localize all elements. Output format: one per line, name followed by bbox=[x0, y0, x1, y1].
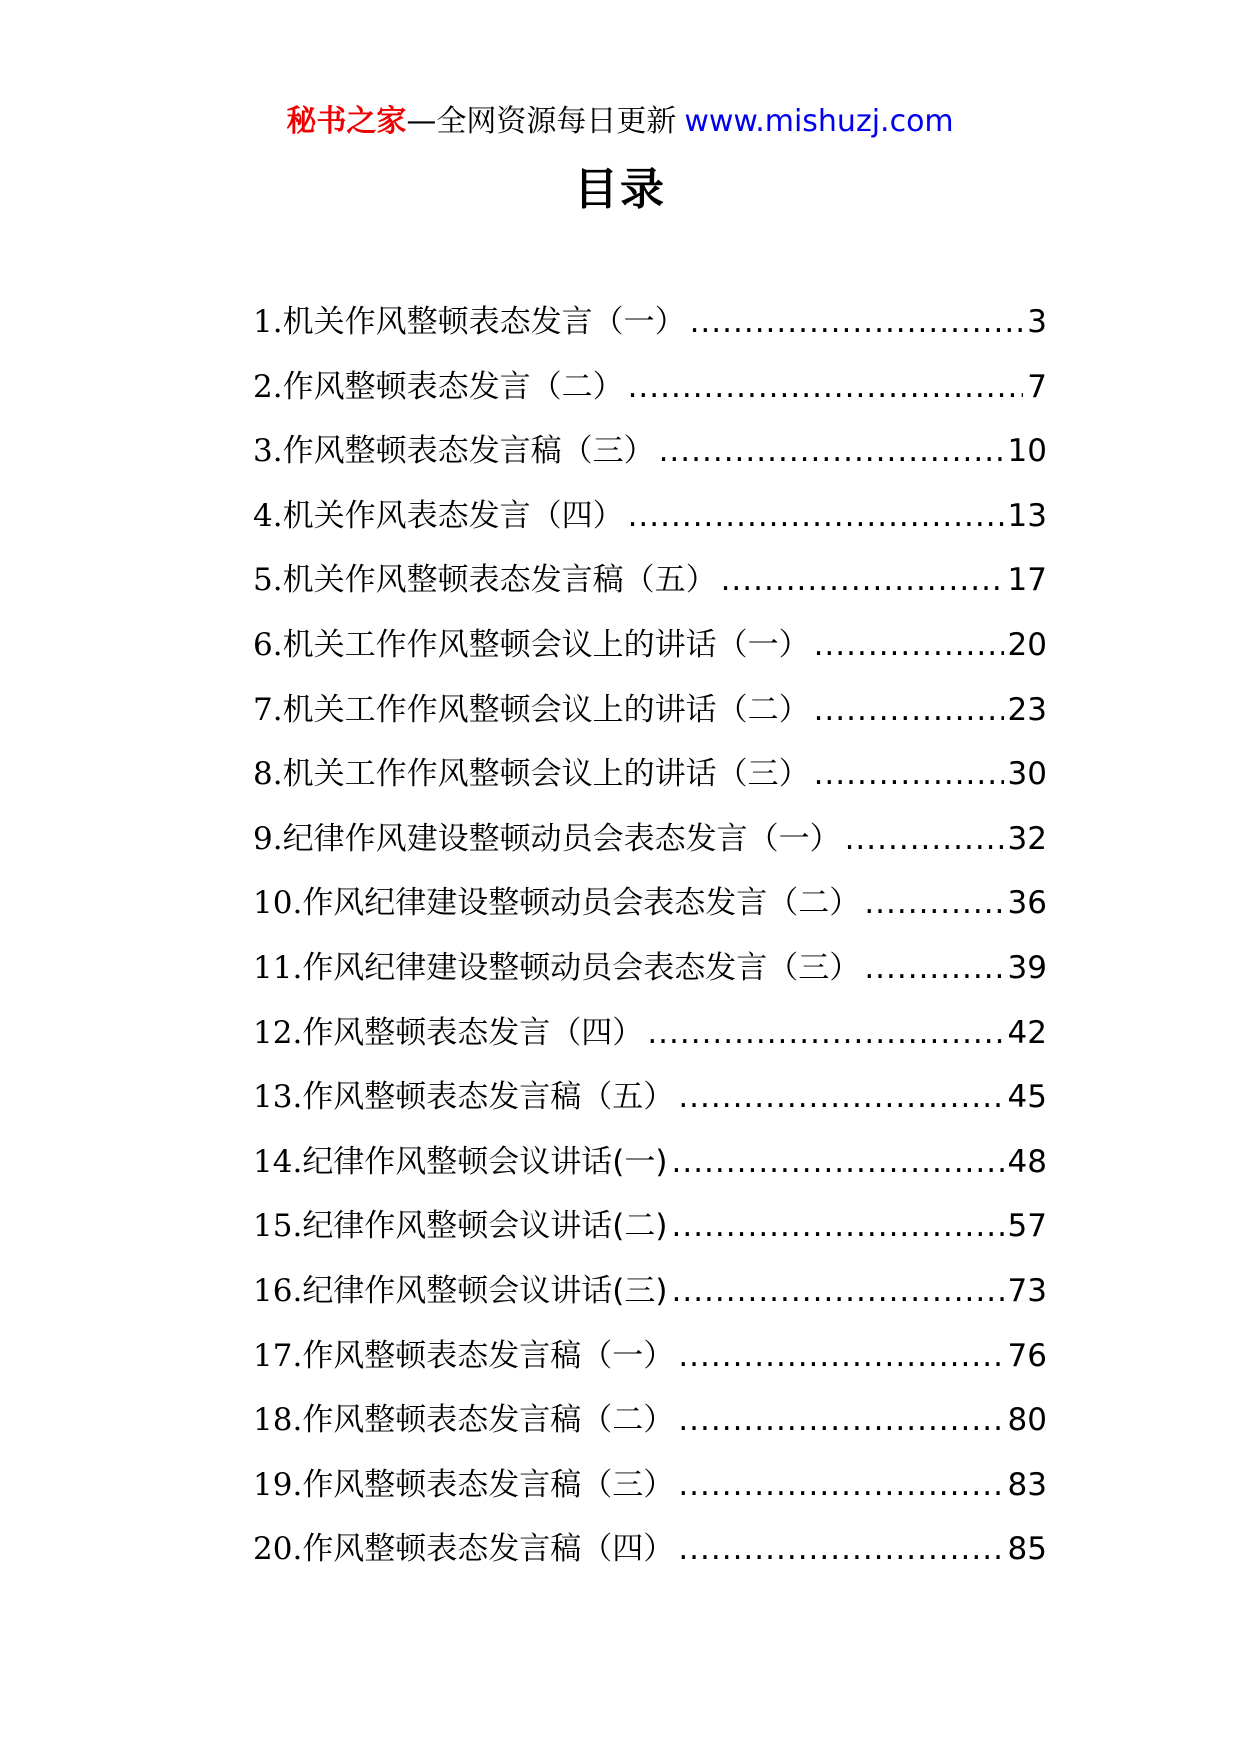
dot-leader bbox=[678, 1324, 1003, 1389]
toc-entry-number: 5. bbox=[253, 562, 283, 599]
toc-entry-number: 7. bbox=[253, 691, 283, 728]
toc-entry[interactable] bbox=[253, 1324, 1047, 1389]
dot-leader bbox=[672, 1130, 1004, 1195]
toc-entry-page: 57 bbox=[1007, 1208, 1047, 1245]
toc-entry-page: 30 bbox=[1007, 756, 1047, 793]
toc-entry-page: 80 bbox=[1007, 1402, 1047, 1439]
toc-entry-title: 纪律作风整顿会议讲话(三) bbox=[302, 1272, 668, 1309]
toc-entry-page: 85 bbox=[1007, 1531, 1047, 1568]
toc-entry-number: 1. bbox=[253, 304, 283, 340]
toc-entry-title: 机关作风整顿表态发言（一） bbox=[282, 304, 686, 340]
toc-entry-page: 45 bbox=[1007, 1079, 1047, 1116]
toc-entry-title: 作风整顿表态发言（四） bbox=[302, 1014, 644, 1051]
toc-entry-number: 13. bbox=[253, 1079, 303, 1116]
toc-entry-title: 机关作风整顿表态发言稿（五） bbox=[282, 562, 717, 599]
toc-entry-number: 15. bbox=[253, 1208, 303, 1245]
toc-entry-page: 20 bbox=[1007, 626, 1047, 663]
toc-entry-title: 机关工作作风整顿会议上的讲话（三） bbox=[282, 756, 810, 793]
toc-entry[interactable] bbox=[253, 807, 1047, 872]
toc-entry[interactable] bbox=[253, 484, 1047, 549]
dot-leader bbox=[814, 742, 1004, 807]
dot-leader bbox=[678, 1453, 1003, 1518]
toc-entry-title: 纪律作风整顿会议讲话(一) bbox=[302, 1143, 668, 1180]
toc-entry-page: 7 bbox=[1027, 368, 1047, 405]
toc-entry-title: 作风纪律建设整顿动员会表态发言（二） bbox=[302, 885, 861, 922]
dot-leader bbox=[864, 936, 1003, 1001]
toc-entry-title: 作风纪律建设整顿动员会表态发言（三） bbox=[302, 949, 861, 986]
dot-leader bbox=[845, 807, 1004, 872]
toc-entry-title: 纪律作风建设整顿动员会表态发言（一） bbox=[282, 820, 841, 857]
toc-entry-number: 2. bbox=[253, 368, 283, 405]
page-title: 目录 bbox=[574, 164, 666, 215]
toc-entry[interactable] bbox=[253, 936, 1047, 1001]
dot-leader bbox=[678, 1388, 1003, 1453]
toc-entry[interactable] bbox=[253, 871, 1047, 936]
dot-leader bbox=[814, 678, 1004, 743]
toc-entry-number: 20. bbox=[253, 1531, 303, 1568]
dot-leader bbox=[678, 1517, 1003, 1582]
dot-leader bbox=[647, 1001, 1003, 1066]
dot-leader bbox=[672, 1259, 1004, 1324]
toc-entry[interactable] bbox=[253, 1517, 1047, 1582]
dot-leader bbox=[672, 1194, 1004, 1259]
toc-entry-number: 3. bbox=[253, 433, 283, 470]
toc-entry-page: 73 bbox=[1007, 1272, 1047, 1309]
dot-leader bbox=[721, 548, 1004, 613]
toc-entry-title: 作风整顿表态发言稿（二） bbox=[302, 1402, 675, 1439]
toc-entry-number: 4. bbox=[253, 497, 283, 534]
toc-entry-number: 11. bbox=[253, 949, 303, 986]
toc-entry-number: 10. bbox=[253, 885, 303, 922]
toc-entry[interactable] bbox=[253, 548, 1047, 613]
dot-leader bbox=[814, 613, 1004, 678]
dot-leader bbox=[628, 355, 1024, 420]
site-link[interactable]: www.mishuzj.com bbox=[684, 104, 954, 139]
toc-entry-page: 10 bbox=[1007, 433, 1047, 470]
toc-entry-title: 机关工作作风整顿会议上的讲话（二） bbox=[282, 691, 810, 728]
toc-entry-number: 18. bbox=[253, 1402, 303, 1439]
toc-entry-page: 36 bbox=[1007, 885, 1047, 922]
toc-entry[interactable] bbox=[253, 355, 1047, 420]
toc-entry[interactable] bbox=[253, 613, 1047, 678]
toc-entry-number: 16. bbox=[253, 1272, 303, 1309]
dot-leader bbox=[690, 290, 1024, 355]
toc-entry-page: 48 bbox=[1007, 1143, 1047, 1180]
toc-entry-title: 纪律作风整顿会议讲话(二) bbox=[302, 1208, 668, 1245]
toc-entry[interactable] bbox=[253, 1130, 1047, 1195]
toc-entry-page: 17 bbox=[1007, 562, 1047, 599]
toc-entry-page: 42 bbox=[1007, 1014, 1047, 1051]
toc-entry-title: 作风整顿表态发言稿（四） bbox=[302, 1531, 675, 1568]
dot-leader bbox=[678, 1065, 1003, 1130]
brand-name: 秘书之家 bbox=[286, 104, 407, 139]
toc-entry[interactable] bbox=[253, 1065, 1047, 1130]
toc-entry[interactable] bbox=[253, 1388, 1047, 1453]
toc-entry-number: 12. bbox=[253, 1014, 303, 1051]
toc-entry-title: 作风整顿表态发言（二） bbox=[282, 368, 624, 405]
toc-entry-number: 14. bbox=[253, 1143, 303, 1180]
toc-entry-page: 13 bbox=[1007, 497, 1047, 534]
toc-entry-page: 23 bbox=[1007, 691, 1047, 728]
toc-entry-title: 作风整顿表态发言稿（三） bbox=[302, 1466, 675, 1503]
dot-leader bbox=[864, 871, 1003, 936]
toc-entry-number: 9. bbox=[253, 820, 283, 857]
toc-entry-title: 作风整顿表态发言稿（五） bbox=[302, 1079, 675, 1116]
page-header bbox=[0, 100, 1240, 144]
toc-entry[interactable] bbox=[253, 678, 1047, 743]
toc-entry-page: 3 bbox=[1027, 304, 1047, 340]
toc-entry[interactable] bbox=[253, 1453, 1047, 1518]
dot-leader bbox=[628, 484, 1004, 549]
toc-entry[interactable] bbox=[253, 1259, 1047, 1324]
toc-entry[interactable] bbox=[253, 1001, 1047, 1066]
toc-entry-title: 机关工作作风整顿会议上的讲话（一） bbox=[282, 626, 810, 663]
toc-entry-page: 83 bbox=[1007, 1466, 1047, 1503]
toc-entry-title: 机关作风表态发言（四） bbox=[282, 497, 624, 534]
toc-entry-number: 19. bbox=[253, 1466, 303, 1503]
toc-entry-page: 32 bbox=[1007, 820, 1047, 857]
toc-entry[interactable] bbox=[253, 1194, 1047, 1259]
toc-entry-number: 8. bbox=[253, 756, 283, 793]
toc-entry-title: 作风整顿表态发言稿（一） bbox=[302, 1337, 675, 1374]
toc-entry[interactable] bbox=[253, 742, 1047, 807]
toc-entry-title: 作风整顿表态发言稿（三） bbox=[282, 433, 655, 470]
toc-entry-number: 6. bbox=[253, 626, 283, 663]
dot-leader bbox=[659, 419, 1004, 484]
table-of-contents bbox=[253, 290, 1047, 1582]
toc-entry[interactable] bbox=[253, 419, 1047, 484]
toc-entry[interactable] bbox=[253, 290, 1047, 355]
toc-entry-page: 39 bbox=[1007, 949, 1047, 986]
header-tagline: —全网资源每日更新 bbox=[406, 104, 677, 139]
toc-entry-number: 17. bbox=[253, 1337, 303, 1374]
toc-entry-page: 76 bbox=[1007, 1337, 1047, 1374]
